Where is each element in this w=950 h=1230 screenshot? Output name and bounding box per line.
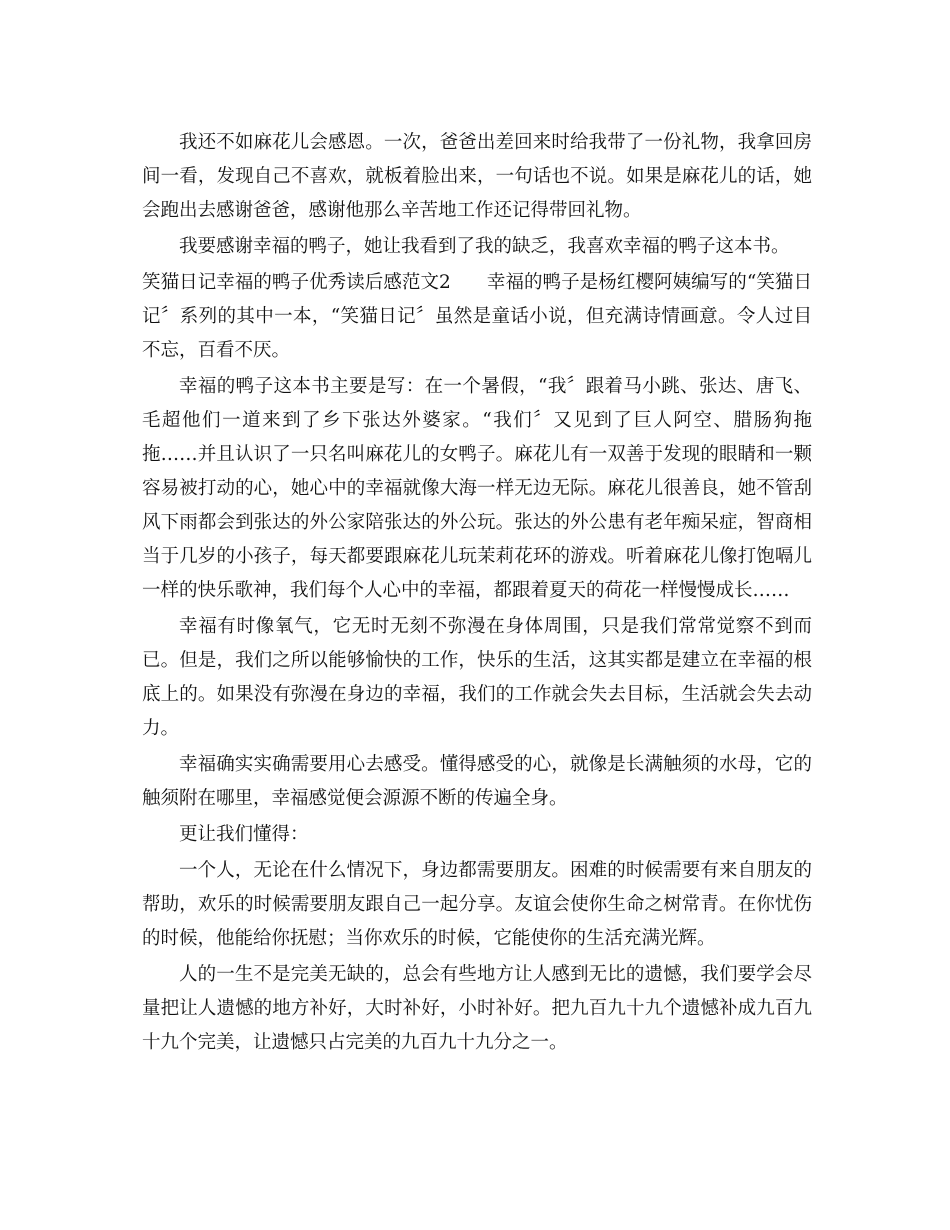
document-body (142, 126, 812, 1062)
paragraph-lesson-lead: 更让我们懂得： (179, 824, 309, 845)
paragraph-essay-2-intro (142, 266, 812, 368)
paragraph-feel-happiness: 幸福确实实确需要用心去感受。懂得感受的心，就像是长满触须的水母，它的触须附在哪里，幸福感觉便会源源不断的传遍全身。 (142, 754, 812, 809)
paragraph-thanks-duck: 我要感谢幸福的鸭子，她让我看到了我的缺乏，我喜欢幸福的鸭子这本书。 (179, 236, 790, 257)
paragraph-friendship: 一个人，无论在什么情况下，身边都需要朋友。困难的时候需要有来自朋友的帮助，欢乐的时候需要朋友跟自己一起分享。友谊会使你生命之树常青。在你忧伤的时候，他能给你抚慰；当你欢乐的时候，它能使你的生活充满光辉。 (142, 860, 812, 949)
paragraph-gratitude: 我还不如麻花儿会感恩。一次，爸爸出差回来时给我带了一份礼物，我拿回房间一看，发现自己不喜欢，就板着脸出来，一句话也不说。如果是麻花儿的话，她会跑出去感谢爸爸，感谢他那么辛苦地工作还记得带回礼物。 (142, 132, 812, 221)
paragraph-book-summary: 幸福的鸭子这本书主要是写：在一个暑假，“我〞跟着马小跳、张达、唐飞、毛超他们一道来到了乡下张达外婆家。“我们〞又见到了巨人阿空、腊肠狗拖拖……并且认识了一只名叫麻花儿的女鸭子。麻花儿有一双善于发现的眼睛和一颗容易被打动的心，她心中的幸福就像大海一样无边无际。麻花儿很善良，她不管刮风下雨都会到张达的外公家陪张达的外公玩。张达的外公患有老年痴呆症，智商相当于几岁的小孩子，每天都要跟麻花儿玩茉莉花环的游戏。听着麻花儿像打饱嗝儿一样的快乐歌神，我们每个人心中的幸福，都跟着夏天的荷花一样慢慢成长…… (142, 376, 812, 601)
paragraph-happiness-oxygen: 幸福有时像氧气，它无时无刻不弥漫在身体周围，只是我们常常觉察不到而已。但是，我们之所以能够愉快的工作，快乐的生活，这其实都是建立在幸福的根底上的。如果没有弥漫在身边的幸福，我们的工作就会失去目标，生活就会失去动力。 (142, 616, 812, 739)
essay-heading: 笑猫日记幸福的鸭子优秀读后感范文2 (142, 272, 451, 293)
paragraph-regret: 人的一生不是完美无缺的，总会有些地方让人感到无比的遗憾，我们要学会尽量把让人遗憾的地方补好，大时补好，小时补好。把九百九十九个遗憾补成九百九十九个完美，让遗憾只占完美的九百九十九分之一。 (142, 964, 812, 1053)
essay-intro-text: 幸福的鸭子是杨红樱阿姨编写的“笑猫日记〞系列的其中一本，“笑猫日记〞虽然是童话小说，但充满诗情画意。令人过目不忘，百看不厌。 (142, 272, 812, 361)
